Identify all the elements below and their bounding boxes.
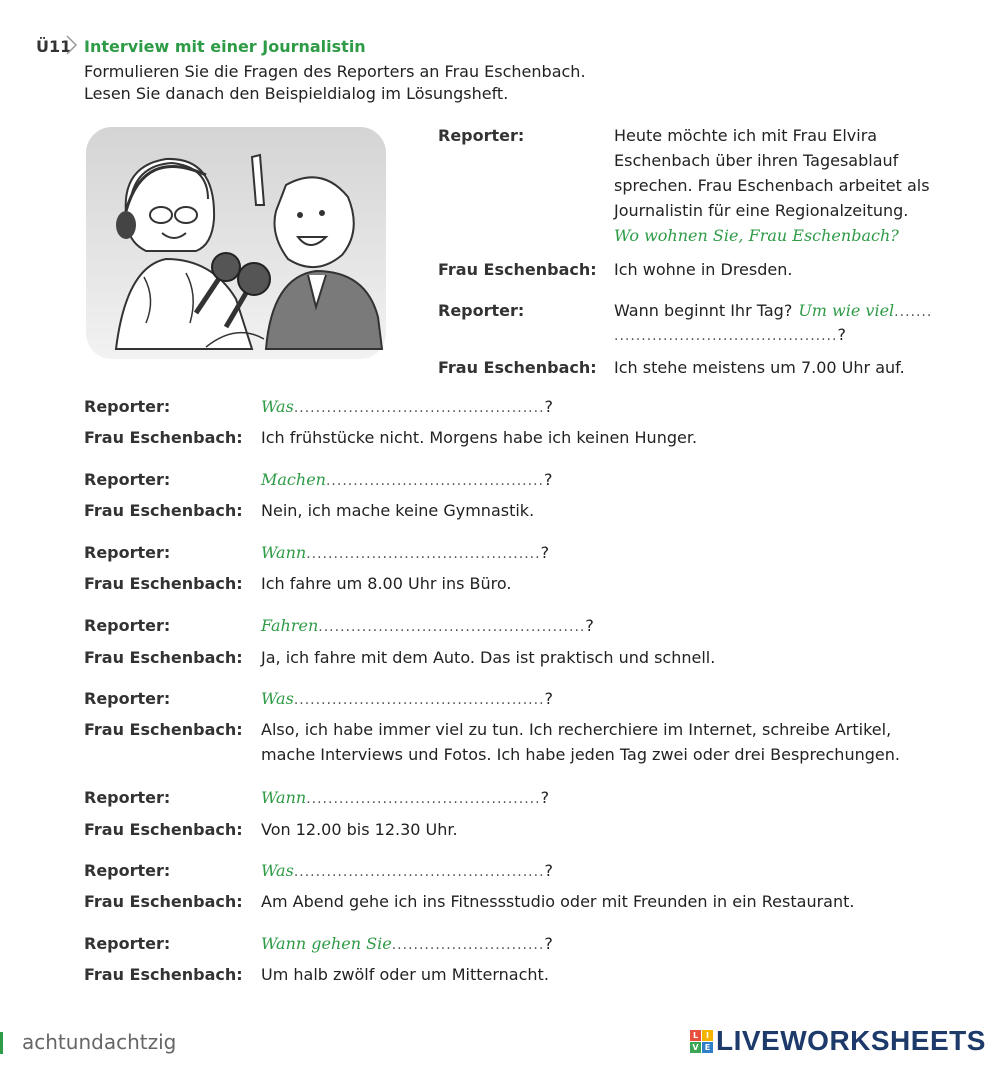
frau-eschenbach-answer: Ich wohne in Dresden. — [614, 260, 793, 279]
reporter-question-answer[interactable]: Wann — [261, 788, 307, 807]
answer-blank[interactable]: .............................................. — [293, 692, 545, 708]
reporter-label: Reporter: — [84, 689, 171, 708]
answer-blank[interactable]: ........................................ — [325, 473, 544, 489]
frau-eschenbach-answer: Ja, ich fahre mit dem Auto. Das ist praktisch und schnell. — [261, 648, 716, 667]
interview-illustration — [86, 127, 386, 359]
reporter-label: Reporter: — [84, 470, 171, 489]
page-number-word: achtundachtzig — [22, 1030, 177, 1054]
frau-eschenbach-label: Frau Eschenbach: — [84, 720, 243, 739]
frau-eschenbach-label: Frau Eschenbach: — [84, 428, 243, 447]
reporter-question-answer[interactable]: Wo wohnen Sie, Frau Eschenbach? — [614, 226, 899, 245]
reporter-intro-line: Journalistin für eine Regionalzeitung. — [614, 201, 909, 220]
reporter-answer-row — [261, 543, 549, 562]
question-mark: ? — [544, 934, 553, 953]
frau-eschenbach-answer: Um halb zwölf oder um Mitternacht. — [261, 965, 549, 984]
reporter-label: Reporter: — [84, 397, 171, 416]
frau-eschenbach-label: Frau Eschenbach: — [438, 358, 597, 377]
frau-eschenbach-label: Frau Eschenbach: — [438, 260, 597, 279]
frau-eschenbach-answer: Ich frühstücke nicht. Morgens habe ich keinen Hunger. — [261, 428, 698, 447]
logo-text: LIVEWORKSHEETS — [716, 1025, 986, 1056]
reporter-intro-line: sprechen. Frau Eschenbach arbeitet als — [614, 176, 930, 195]
frau-eschenbach-label: Frau Eschenbach: — [84, 820, 243, 839]
question-mark: ? — [837, 325, 846, 344]
reporter-label: Reporter: — [84, 861, 171, 880]
question-mark: ? — [540, 788, 550, 807]
frau-eschenbach-answer: Nein, ich mache keine Gymnastik. — [261, 501, 535, 520]
logo-tile: I — [702, 1030, 713, 1041]
answer-blank[interactable]: ........................................... — [306, 791, 541, 807]
reporter-answer-row — [261, 788, 549, 807]
question-mark: ? — [540, 543, 550, 562]
instruction-line: Formulieren Sie die Fragen des Reporters an Frau Eschenbach. — [84, 62, 586, 81]
question-mark: ? — [544, 689, 554, 708]
frau-eschenbach-label: Frau Eschenbach: — [84, 648, 243, 667]
exercise-title: Interview mit einer Journalistin — [84, 37, 366, 56]
instruction-line: Lesen Sie danach den Beispieldialog im Lösungsheft. — [84, 84, 509, 103]
reporter-label: Reporter: — [438, 301, 525, 320]
question-mark: ? — [544, 861, 554, 880]
frau-eschenbach-answer: Am Abend gehe ich ins Fitnessstudio oder mit Freunden in ein Restaurant. — [261, 892, 855, 911]
answer-blank[interactable]: ....... — [894, 304, 933, 320]
chevron-right-icon — [64, 34, 80, 56]
frau-eschenbach-label: Frau Eschenbach: — [84, 965, 243, 984]
reporter-label: Reporter: — [84, 788, 171, 807]
reporter-label: Reporter: — [84, 934, 171, 953]
reporter-answer-row — [261, 470, 552, 489]
logo-tile: E — [702, 1042, 713, 1053]
frau-eschenbach-answer: Ich fahre um 8.00 Uhr ins Büro. — [261, 574, 512, 593]
answer-blank[interactable]: .............................................. — [293, 400, 545, 416]
reporter-question-answer[interactable]: Wann — [261, 543, 307, 562]
reporter-question-answer[interactable]: Wann gehen Sie — [261, 934, 392, 953]
frau-eschenbach-answer: Von 12.00 bis 12.30 Uhr. — [261, 820, 458, 839]
question-mark: ? — [585, 616, 594, 635]
reporter-question-answer[interactable]: Was — [261, 689, 294, 708]
reporter-answer-row — [261, 689, 553, 708]
reporter-intro-line: Heute möchte ich mit Frau Elvira — [614, 126, 878, 145]
frau-eschenbach-label: Frau Eschenbach: — [84, 501, 243, 520]
reporter-question-answer[interactable]: Was — [261, 397, 294, 416]
frau-eschenbach-answer: mache Interviews und Fotos. Ich habe jeden Tag zwei oder drei Besprechungen. — [261, 745, 900, 764]
question-mark: ? — [544, 397, 554, 416]
frau-eschenbach-answer: Also, ich habe immer viel zu tun. Ich recherchiere im Internet, schreibe Artikel, — [261, 720, 892, 739]
reporter-question-text: Wann beginnt Ihr Tag? — [614, 301, 793, 320]
reporter-answer-row — [261, 616, 594, 635]
answer-blank-row — [614, 325, 846, 344]
reporter-question-answer[interactable]: Um wie viel — [798, 301, 895, 320]
frau-eschenbach-label: Frau Eschenbach: — [84, 574, 243, 593]
answer-blank[interactable]: ................................................. — [318, 619, 586, 635]
answer-blank[interactable]: ........................................... — [306, 546, 541, 562]
frau-eschenbach-answer: Ich stehe meistens um 7.00 Uhr auf. — [614, 358, 905, 377]
reporter-question-answer[interactable]: Was — [261, 861, 294, 880]
reporter-question-answer[interactable]: Machen — [261, 470, 326, 489]
reporter-answer-row — [261, 861, 553, 880]
reporter-answer-row — [261, 934, 553, 953]
reporter-question-answer[interactable]: Fahren — [261, 616, 319, 635]
reporter-label: Reporter: — [84, 616, 171, 635]
reporter-label: Reporter: — [438, 126, 525, 145]
logo-tiles-icon — [690, 1030, 713, 1053]
answer-blank[interactable]: ............................ — [391, 937, 545, 953]
reporter-intro-line: Eschenbach über ihren Tagesablauf — [614, 151, 899, 170]
reporter-answer-row — [261, 397, 553, 416]
answer-blank[interactable]: ......................................... — [614, 328, 838, 344]
footer-accent-bar — [0, 1032, 3, 1054]
logo-tile: V — [690, 1042, 701, 1053]
reporter-label: Reporter: — [84, 543, 171, 562]
liveworksheets-logo[interactable] — [690, 1025, 986, 1057]
question-mark: ? — [543, 470, 553, 489]
reporter-question-row — [614, 301, 932, 320]
exercise-number: Ü11 — [36, 37, 72, 56]
answer-blank[interactable]: .............................................. — [293, 864, 545, 880]
logo-tile: L — [690, 1030, 701, 1041]
frau-eschenbach-label: Frau Eschenbach: — [84, 892, 243, 911]
